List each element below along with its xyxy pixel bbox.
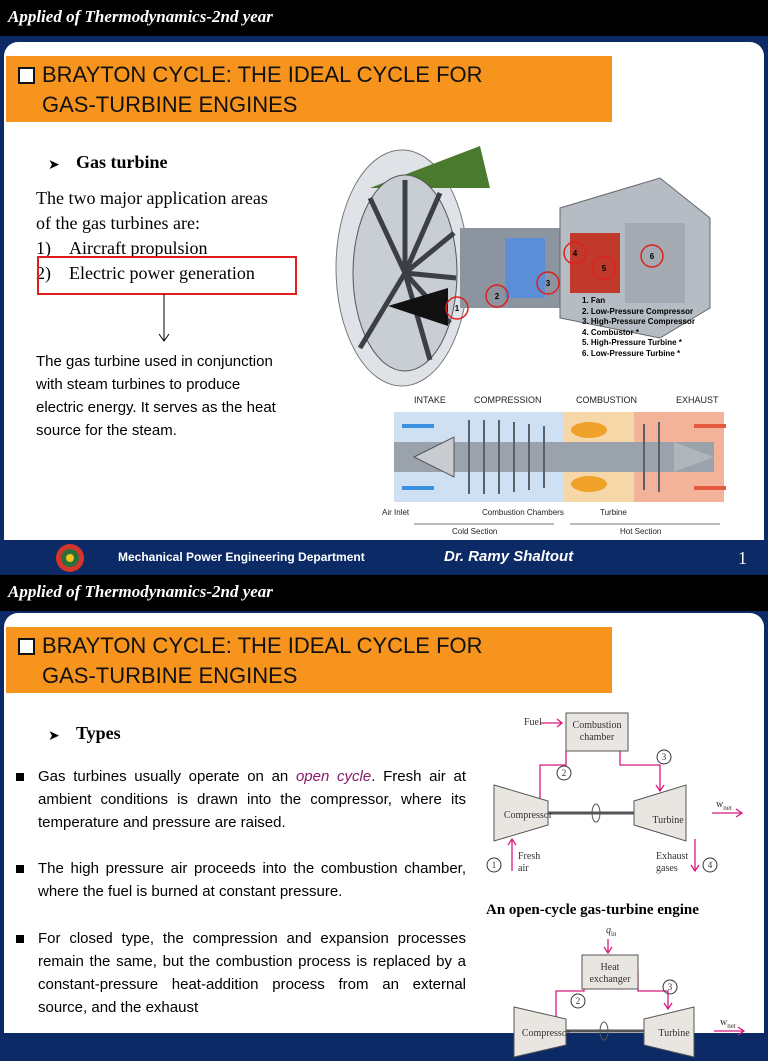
engine-marker: 3 [545,279,551,288]
exhaust-label: gases [656,863,678,874]
wnet-label: $w_{net}$ [716,799,732,812]
bullet-icon [16,865,24,873]
fresh-air-label: Fresh [518,851,541,862]
bullet-icon [16,773,24,781]
course-title: Applied of Thermodynamics-2nd year [8,7,273,26]
compressor-label: Compressor [503,810,553,821]
combustion-label: COMBUSTION [576,395,638,405]
bullet-icon [16,935,24,943]
paragraph: The high pressure air proceeds into the combustion chamber, where the fuel is burned at constant pressure. [38,860,466,900]
state-label: 3 [661,752,667,762]
engine-marker: 2 [494,292,500,301]
down-arrow-icon [154,294,174,344]
combustion-label: chamber [579,732,615,743]
engine-marker: 6 [649,252,655,261]
checkbox-icon [18,67,35,84]
arrow-bullet-icon: ➤ [48,727,60,743]
combustion-chambers-label: Combustion Chambers [482,508,564,517]
combustion-label: Combustion [572,720,622,731]
arrow-bullet-icon: ➤ [48,156,60,172]
slide-title-line2: GAS-TURBINE ENGINES [42,663,298,688]
engine-marker: 5 [601,264,607,273]
department-logo [46,542,94,574]
note-text: The gas turbine used in conjunction with steam turbines to produce electric energy. It serves as the heat source for the steam. [36,353,276,439]
course-header [0,0,768,36]
slide-title-line2: GAS-TURBINE ENGINES [42,92,298,117]
compressor-label: Compressor [521,1028,571,1039]
paragraph: Gas turbines usually operate on an open cycle. Fresh air at ambient conditions is drawn into the compressor, where its temperature and pressure are raised. [38,768,466,831]
intake-label: INTAKE [414,395,446,405]
state-label: 2 [561,768,567,778]
qin-label: $q_{in}$ [606,925,617,938]
list-item: 2) Electric power generation [36,263,255,283]
slide-content [4,613,764,1039]
open-cycle-diagram [480,711,750,881]
title-banner [6,56,612,122]
slide-content [4,42,764,540]
list-item: 1) Aircraft propulsion [36,238,208,258]
subheading: Gas turbine [76,152,168,172]
slide-title-line1: BRAYTON CYCLE: THE IDEAL CYCLE FOR [42,62,483,87]
compression-label: COMPRESSION [474,395,542,405]
course-header [0,575,768,611]
exhaust-label: EXHAUST [676,395,719,405]
diagram-caption: An open-cycle gas-turbine engine [486,902,699,918]
course-title: Applied of Thermodynamics-2nd year [8,582,273,601]
title-banner [6,627,612,693]
engine-marker: 4 [572,249,578,258]
paragraph: For closed type, the compression and expansion processes remain the same, but the combustion process is replaced by a constant-pressure heat-addition process from an external source, and the exhaust [38,930,466,1016]
exhaust-label: Exhaust [656,851,689,862]
turbine-label: Turbine [600,508,627,517]
wnet-label: $w_{net}$ [720,1017,736,1030]
air-inlet-label: Air Inlet [382,508,410,517]
fuel-label: Fuel [524,717,542,728]
turbine-label: Turbine [658,1028,690,1039]
cold-section-label: Cold Section [452,527,498,536]
state-label: 4 [707,860,713,870]
slide-2 [0,575,768,1039]
engine-section-diagram [374,392,744,538]
state-label: 2 [575,996,581,1006]
engine-legend: 1. Fan 2. Low-Pressure Compressor 3. High-Pressure Compressor 4. Combustor * 5. High-Pressure Turbine * 6. Low-Pressure Turbine * [582,296,695,358]
intro-text: The two major application areas of the gas turbines are: 1) Aircraft propulsion 2) Electric power generation [36,186,268,286]
page-number: 1 [738,548,747,568]
footer-author: Dr. Ramy Shaltout [444,548,574,565]
hot-section-label: Hot Section [620,527,662,536]
subheading: Types [76,723,121,743]
heat-exchanger-label: Heat [600,962,620,973]
heat-exchanger-label: exchanger [589,974,631,985]
slide-title-line1: BRAYTON CYCLE: THE IDEAL CYCLE FOR [42,633,483,658]
turbine-label: Turbine [652,815,684,826]
fresh-air-label: air [518,863,529,874]
state-label: 1 [491,860,497,870]
checkbox-icon [18,638,35,655]
footer-department: Mechanical Power Engineering Department [118,550,365,564]
engine-marker: 1 [454,304,460,313]
closed-cycle-diagram [504,921,754,1061]
highlight-box [37,256,297,295]
slide-footer [0,540,768,575]
state-label: 3 [667,982,673,992]
